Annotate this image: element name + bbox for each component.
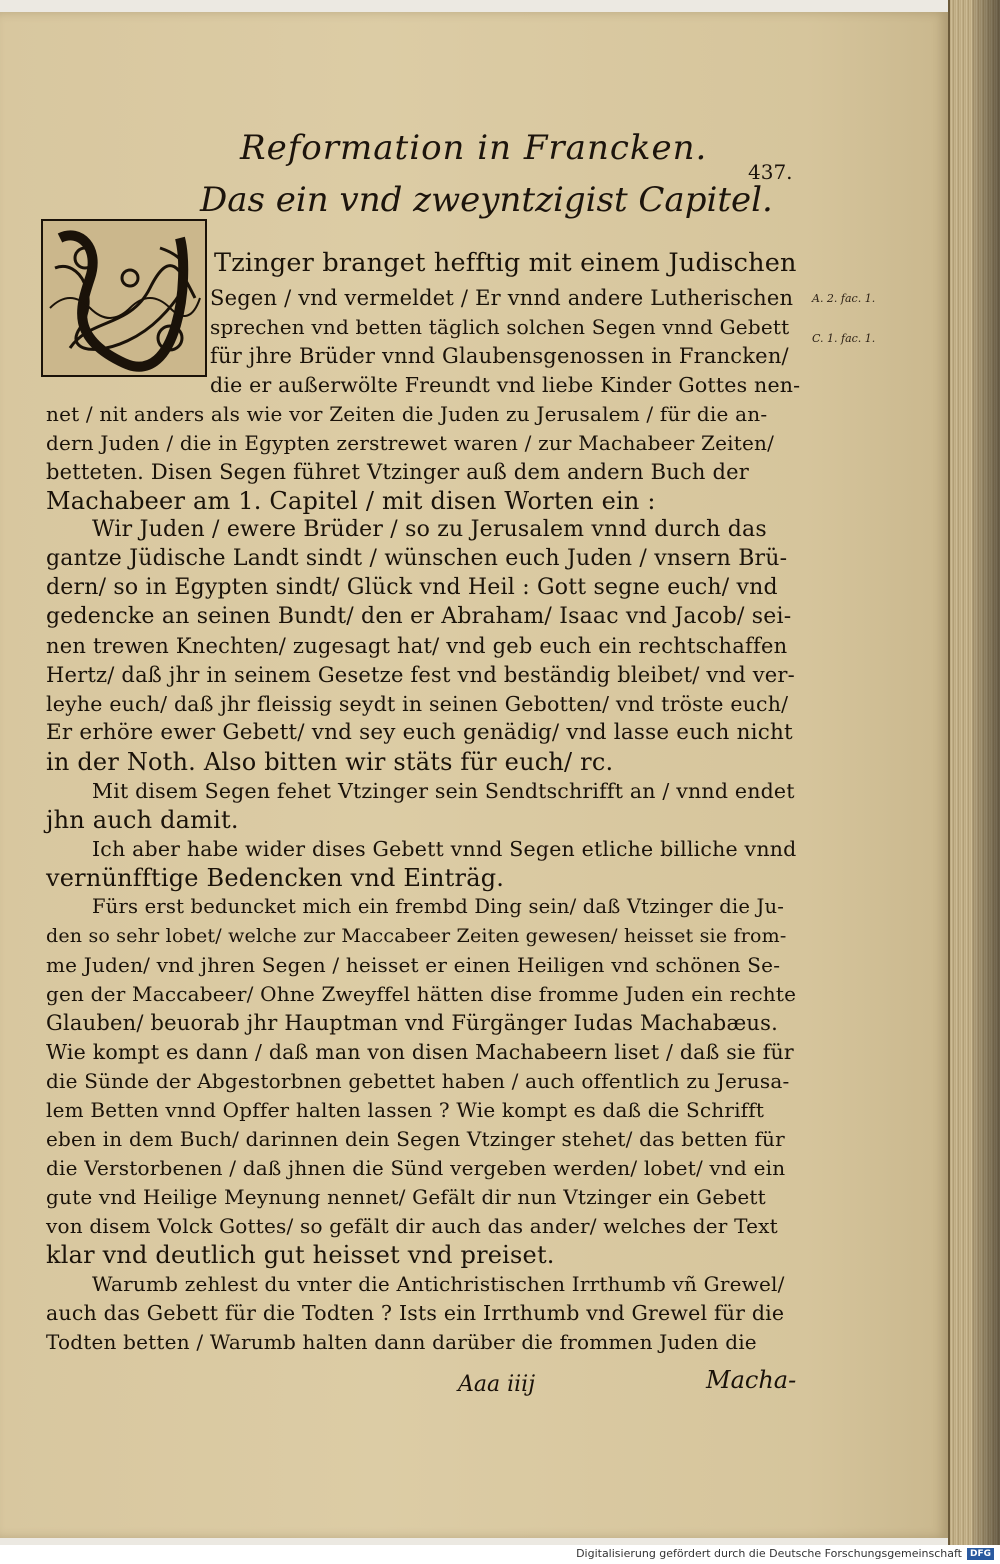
text-line: gen der Maccabeer/ Ohne Zweyffel hätten dise fromme Juden ein rechte	[46, 982, 797, 1006]
text-line: die Verstorbenen / daß jhnen die Sünd vergeben werden/ lobet/ vnd ein	[46, 1156, 786, 1180]
text-line: in der Noth. Also bitten wir stäts für euch/ rc.	[46, 748, 614, 776]
page-number: 437.	[748, 160, 793, 184]
text-line: Fürs erst beduncket mich ein frembd Ding sein/ daß Vtzinger die Ju-	[92, 895, 785, 918]
margin-note: A. 2. fac. 1.	[812, 292, 876, 305]
dfg-logo: DFG	[967, 1548, 994, 1560]
text-line: die Sünde der Abgestorbnen gebettet haben / auch offentlich zu Jerusa-	[46, 1069, 790, 1093]
funding-notice: Digitalisierung gefördert durch die Deutsche Forschungsgemeinschaft	[576, 1547, 962, 1560]
text-line: leyhe euch/ daß jhr fleissig seydt in seinen Gebotten/ vnd tröste euch/	[46, 692, 789, 716]
text-line: Segen / vnd vermeldet / Er vnnd andere Lutherischen	[210, 286, 794, 310]
text-line: lem Betten vnnd Opffer halten lassen ? Wie kompt es daß die Schrifft	[46, 1098, 765, 1122]
text-line: Tzinger branget hefftig mit einem Judischen	[214, 248, 797, 278]
text-line: Er erhöre ewer Gebett/ vnd sey euch genädig/ vnd lasse euch nicht	[46, 720, 793, 745]
text-line: Machabeer am 1. Capitel / mit disen Worten ein :	[46, 487, 656, 515]
text-line: gute vnd Heilige Meynung nennet/ Gefält dir nun Vtzinger ein Gebett	[46, 1185, 766, 1209]
text-line: dern/ so in Egypten sindt/ Glück vnd Heil : Gott segne euch/ vnd	[46, 575, 778, 600]
text-line: Mit disem Segen fehet Vtzinger sein Sendtschrifft an / vnnd endet	[92, 779, 795, 803]
text-line: eben in dem Buch/ darinnen dein Segen Vtzinger stehet/ das betten für	[46, 1127, 785, 1151]
text-line: auch das Gebett für die Todten ? Ists ein Irrthumb vnd Grewel für die	[46, 1301, 785, 1325]
text-line: Warumb zehlest du vnter die Antichristischen Irrthumb vñ Grewel/	[92, 1272, 785, 1296]
text-line: betteten. Disen Segen führet Vtzinger auß dem andern Buch der	[46, 460, 750, 484]
text-line: für jhre Brüder vnnd Glaubensgenossen in Francken/	[210, 344, 789, 368]
text-line: gantze Jüdische Landt sindt / wünschen euch Juden / vnsern Brü-	[46, 546, 788, 571]
margin-note: C. 1. fac. 1.	[812, 332, 876, 345]
text-line: net / nit anders als wie vor Zeiten die Juden zu Jerusalem / für die an-	[46, 402, 768, 426]
text-line: nen trewen Knechten/ zugesagt hat/ vnd geb euch ein rechtschaffen	[46, 634, 788, 658]
text-line: Ich aber habe wider dises Gebett vnnd Segen etliche billiche vnnd	[92, 837, 797, 861]
text-line: Hertz/ daß jhr in seinem Gesetze fest vnd beständig bleibet/ vnd ver-	[46, 663, 795, 687]
signature-mark: Aaa iiij	[458, 1372, 536, 1397]
text-line: Wie kompt es dann / daß man von disen Machabeern liset / daß sie für	[46, 1040, 794, 1064]
text-line: Todten betten / Warumb halten dann darüber die frommen Juden die	[46, 1330, 757, 1354]
running-head: Reformation in Francken.	[240, 128, 708, 168]
text-line: dern Juden / die in Egypten zerstrewet waren / zur Machabeer Zeiten/	[46, 431, 775, 455]
text-line: klar vnd deutlich gut heisset vnd preiset.	[46, 1241, 555, 1269]
catchword: Macha-	[706, 1366, 797, 1394]
text-line: die er außerwölte Freundt vnd liebe Kinder Gottes nen-	[210, 373, 801, 397]
text-line: me Juden/ vnd jhren Segen / heisset er einen Heiligen vnd schönen Se-	[46, 953, 781, 977]
text-line: gedencke an seinen Bundt/ den er Abraham/ Isaac vnd Jacob/ sei-	[46, 604, 792, 629]
chapter-title: Das ein vnd zweyntzigist Capitel.	[200, 180, 773, 220]
text-line: jhn auch damit.	[46, 806, 239, 834]
text-line: von disem Volck Gottes/ so gefält dir auch das ander/ welches der Text	[46, 1214, 778, 1238]
text-line: sprechen vnd betten täglich solchen Segen vnnd Gebett	[210, 315, 790, 339]
text-line: Glauben/ beuorab jhr Hauptman vnd Fürgänger Iudas Machabæus.	[46, 1011, 778, 1035]
text-line: Wir Juden / ewere Brüder / so zu Jerusalem vnnd durch das	[92, 517, 767, 542]
text-line: den so sehr lobet/ welche zur Maccabeer Zeiten gewesen/ heisset sie from-	[46, 925, 787, 947]
text-line: vernünfftige Bedencken vnd Einträg.	[46, 864, 505, 892]
page-edges	[948, 0, 1000, 1545]
